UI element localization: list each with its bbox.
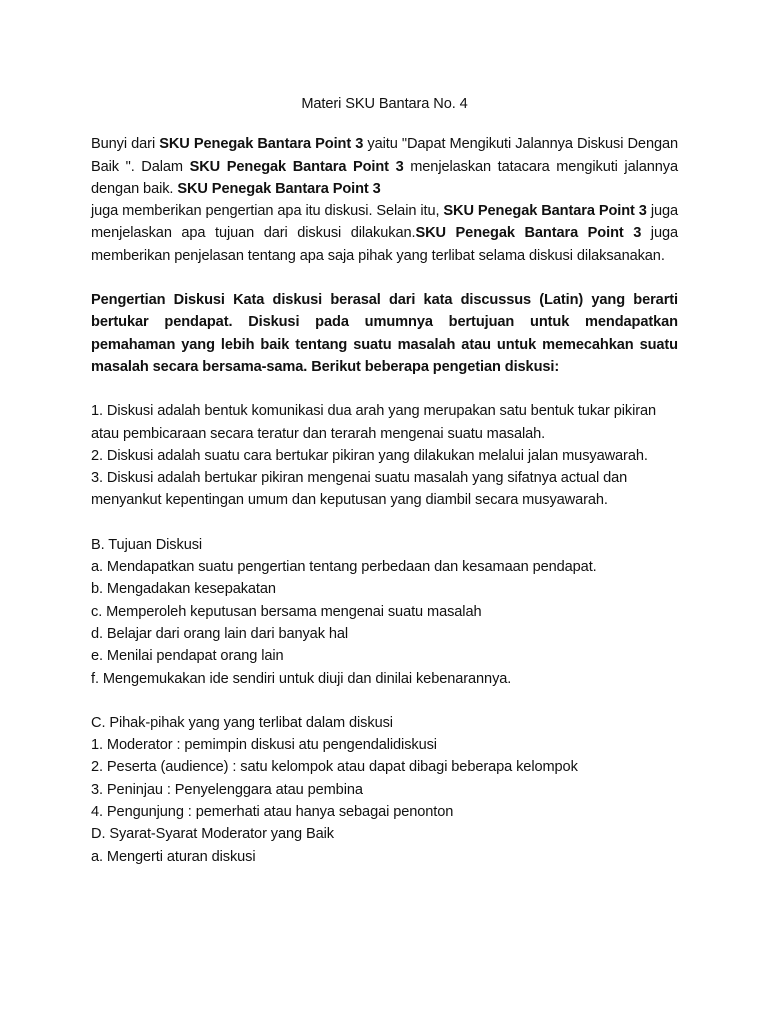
intro-bold-term: SKU Penegak Bantara Point 3: [159, 136, 364, 153]
intro-bold-term: SKU Penegak Bantara Point 3: [443, 203, 647, 220]
intro-text: Bunyi dari: [91, 136, 160, 153]
list-item: 2. Peserta (audience) : satu kelompok atau dapat dibagi beberapa kelompok: [91, 759, 578, 776]
intro-bold-term: SKU Penegak Bantara Point 3: [189, 158, 404, 175]
list-item: d. Belajar dari orang lain dari banyak hal: [91, 625, 349, 642]
intro-bold-term: SKU Penegak Bantara Point 3: [177, 180, 381, 197]
definitions-list-item: 1. Diskusi adalah bentuk komunikasi dua arah yang merupakan satu bentuk tukar pikiran atau pembicaraan secara teratur dan terarah mengenai suatu masalah.: [91, 403, 657, 442]
list-item: 3. Peninjau : Penyelenggara atau pembina: [91, 781, 363, 798]
list-item: f. Mengemukakan ide sendiri untuk diuji dan dinilai kebenarannya.: [91, 670, 512, 687]
intro-paragraph: [91, 133, 678, 267]
intro-bold-term: SKU Penegak Bantara Point 3: [415, 225, 642, 242]
intro-text: yaitu "Dapat Mengikuti Jalannya Diskusi Dengan Baik ". Dalam: [91, 136, 679, 175]
list-item: b. Mengadakan kesepakatan: [91, 581, 276, 598]
document-title: Materi SKU Bantara No. 4: [301, 96, 468, 112]
intro-text: juga menjelaskan apa tujuan dari diskusi dilakukan.: [91, 203, 679, 242]
section-heading: D. Syarat-Syarat Moderator yang Baik: [91, 826, 334, 843]
section-heading: B. Tujuan Diskusi: [91, 536, 203, 553]
definitions-list-item: 2. Diskusi adalah suatu cara bertukar pikiran yang dilakukan melalui jalan musyawarah.: [91, 447, 648, 464]
intro-text: menjelaskan tatacara mengikuti jalannya dengan baik.: [91, 158, 678, 197]
list-item: a. Mendapatkan suatu pengertian tentang perbedaan dan kesamaan pendapat.: [91, 559, 597, 576]
section-heading: C. Pihak-pihak yang yang terlibat dalam diskusi: [91, 714, 393, 731]
definitions-list-item: 3. Diskusi adalah bertukar pikiran mengenai suatu masalah yang sifatnya actual dan menyankut kepentingan umum dan keputusan yang diambil secara musyawarah.: [91, 470, 628, 509]
definition-text: Pengertian Diskusi Kata diskusi berasal dari kata discussus (Latin) yang berarti bertukar pendapat. Diskusi pada umumnya bertujuan untuk mendapatkan pemahaman yang lebih baik tentang suatu masalah atau untuk memecahkan suatu masalah secara bersama-sama. Berikut beberapa pengetian diskusi:: [91, 292, 678, 375]
list-item: a. Mengerti aturan diskusi: [91, 848, 256, 865]
definition-paragraph: [91, 289, 678, 378]
intro-text: juga memberikan pengertian apa itu diskusi. Selain itu,: [91, 203, 444, 220]
list-item: c. Memperoleh keputusan bersama mengenai suatu masalah: [91, 603, 482, 620]
spacer: [91, 378, 678, 400]
spacer: [91, 512, 678, 534]
spacer: [91, 267, 678, 289]
list-item: e. Menilai pendapat orang lain: [91, 648, 284, 665]
list-item: 4. Pengunjung : pemerhati atau hanya sebagai penonton: [91, 804, 454, 821]
intro-text: juga memberikan penjelasan tentang apa saja pihak yang terlibat selama diskusi dilaksanakan.: [91, 225, 678, 264]
definitions-list: [91, 400, 678, 511]
section-syarat: [91, 823, 678, 868]
section-pihak: [91, 712, 678, 823]
section-tujuan: [91, 534, 678, 690]
list-item: 1. Moderator : pemimpin diskusi atu pengendalidiskusi: [91, 737, 437, 754]
spacer: [91, 690, 678, 712]
